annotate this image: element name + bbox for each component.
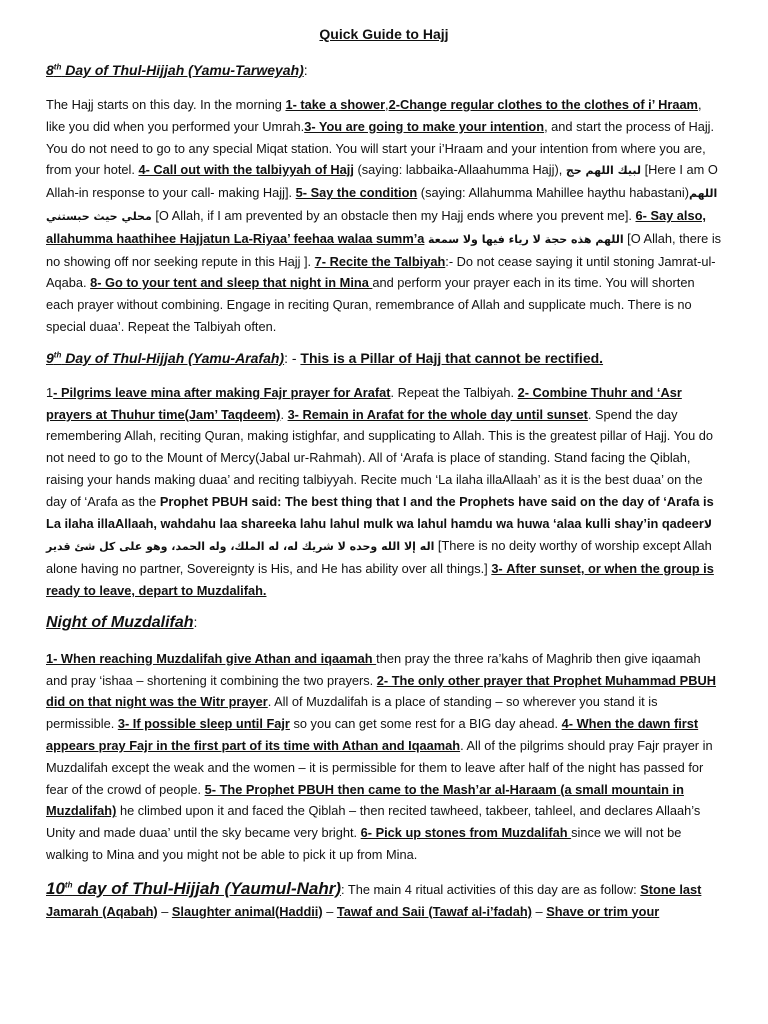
arabic-tahleel: لا اله إلا الله وحده لا شريك له، له الملك، وله الحمد، وهو على كل شئ قدير: [46, 517, 713, 554]
muzdalifah-heading-title: Night of Muzdalifah: [46, 613, 194, 631]
day9-step-2: 2- Combine Thuhr and ‘Asr prayers at Thuhur time(Jam’ Taqdeem): [46, 384, 682, 422]
day8-step-3: 3- You are going to make your intention: [304, 118, 545, 134]
day8-step-8: 8- Go to your tent and sleep that night in Mina: [90, 275, 373, 291]
muzdalifah-step-2: 2- The only other prayer that Prophet Muhammad PBUH did on that night was the Witr prayer: [46, 672, 716, 710]
day8-step-7: 7- Recite the Talbiyah: [314, 253, 446, 269]
muzdalifah-heading: Night of Muzdalifah:: [46, 613, 198, 631]
muzdalifah-step-5: 5- The Prophet PBUH then came to the Mash’ar al-Haraam (a small mountain in Muzdalifah): [46, 781, 684, 819]
muzdalifah-paragraph: 1- When reaching Muzdalifah give Athan and iqaamah then pray the three ra’kahs of Maghrib then give iqaamah and pray ‘ishaa – shortening it combining the two prayers. 2- The only other prayer that Prophet Muhammad PBUH did on that night was the Witr prayer. All of Muzdalifah is a place of standing – so wherever you stand it is permissible. 3- If possible sleep until Fajr so you can get some rest for a BIG day ahead. 4- When the dawn first appears pray Fajr in the first part of its time with Athan and Iqaamah. All of the pilgrims should pray Fajr prayer in Muzdalifah except the weak and the women – it is permissible for them to leave after half of the night has passed for fear of the crowd of people. 5- The Prophet PBUH then came to the Mash’ar al-Haraam (a small mountain in Muzdalifah) he climbed upon it and faced the Qiblah – then recited tawheed, takbeer, tahleel, and declares Allaah’s Unity and made duaa’ until the sky became very bright. 6- Pick up stones from Muzdalifah since we will not be walking to Mina and you might not be able to pick it up from Mina.: [46, 650, 716, 862]
day10-activity-slaughter: Slaughter animal(Haddii): [171, 903, 323, 919]
arabic-condition: اللهم محلي حيث حبستني: [46, 187, 718, 223]
day9-step-3: 3- Remain in Arafat for the whole day until sunset: [287, 406, 588, 422]
day10-activity-shave: Shave or trim your: [546, 903, 660, 919]
arabic-talbiyah: لبيك اللهم حج: [565, 164, 642, 178]
day8-step-6: 6- Say also, allahumma haathihee Hajjatun La-Riyaa’ feehaa walaa summ’a: [46, 207, 706, 246]
day8-step-4: 4- Call out with the talbiyyah of Hajj: [138, 162, 354, 178]
day9-prophet-quote: Prophet PBUH said: The best thing that I and the Prophets have said on the day of ‘Arafa is La ilaha illaAllaah, wahdahu laa shareeka lahu lahul mulk wa lahul hamdu wa huwa ‘alaa kulli shay’in qadeer: [46, 493, 714, 531]
day8-step-5: 5- Say the condition: [295, 185, 418, 201]
day10-paragraph: 10th day of Thul-Hijjah (Yaumul-Nahr): The main 4 ritual activities of this day are as follow: Stone last Jamarah (Aqabah) – Slaughter animal(Haddii) – Tawaf and Saii (Tawaf al-i’fadah) – Shave or trim your: [46, 878, 702, 919]
day9-paragraph: 1- Pilgrims leave mina after making Fajr prayer for Arafat. Repeat the Talbiyah. 2- Combine Thuhr and ‘Asr prayers at Thuhur time(Jam’ Taqdeem). 3- Remain in Arafat for the whole day until sunset. Spend the day remembering Allah, reciting Quran, making istighfar, and supplicating to Allah. This is the greatest pillar of Hajj. You do not need to go to the Mount of Mercy(Jabal ur-Rahmah). All of ‘Arafa is place of standing. Stand facing the Qiblah, raising your hands making duaa’ and reciting talbiyyah. Recite much ‘La ilaha illaAllaah’ as it is the best duaa’ on the day of ‘Arafa as the Prophet PBUH said: The best thing that I and the Prophets have said on the day of ‘Arafa is La ilaha illaAllaah, wahdahu laa shareeka lahu lahul mulk wa lahul hamdu wa huwa ‘alaa kulli shay’in qadeerلا اله إلا الله وحده لا شريك له، له الملك، وله الحمد، وهو على كل شئ قدير [There is no deity worthy of worship except Allah alone having no partner, Sovereignty is His, and He has ability over all things.] 3- After sunset, or when the group is ready to leave, depart to Muzdalifah.: [46, 384, 714, 598]
day10-activity-tawaf: Tawaf and Saii (Tawaf al-i’fadah): [336, 903, 532, 919]
day9-pillar-note: This is a Pillar of Hajj that cannot be rectified.: [300, 349, 604, 366]
document-title: Quick Guide to Hajj: [319, 26, 449, 42]
day8-heading: 8th Day of Thul-Hijjah (Yamu-Tarweyah):: [46, 62, 308, 78]
muzdalifah-step-4: 4- When the dawn first appears pray Fajr in the first part of its time with Athan and Iqaamah: [46, 716, 699, 753]
day9-step-1: - Pilgrims leave mina after making Fajr prayer for Arafat: [53, 384, 391, 400]
muzdalifah-step-1: 1- When reaching Muzdalifah give Athan and iqaamah: [46, 650, 377, 666]
day8-heading-title: 8th Day of Thul-Hijjah (Yamu-Tarweyah): [46, 62, 304, 78]
day10-heading-title: 10th day of Thul-Hijjah (Yaumul-Nahr): [46, 878, 342, 898]
muzdalifah-step-3: 3- If possible sleep until Fajr: [117, 716, 290, 732]
muzdalifah-step-6: 6- Pick up stones from Muzdalifah: [360, 825, 572, 841]
day9-heading: 9th Day of Thul-Hijjah (Yamu-Arafah): - This is a Pillar of Hajj that cannot be rectified.: [46, 349, 604, 366]
day8-step-2: 2-Change regular clothes to the clothes of i’ Hraam: [388, 97, 698, 112]
day10-activity-stone: Stone last Jamarah (Aqabah): [46, 881, 702, 919]
day8-paragraph: The Hajj starts on this day. In the morning 1- take a shower,2-Change regular clothes to the clothes of i’ Hraam, like you did when you performed your Umrah.3- You are going to make your intention, and start the process of Hajj. You do not need to go to any special Miqat station. You will start your i’Hraam and your intention from where you are, from your hotel. 4- Call out with the talbiyyah of Hajj (saying: labbaika-Allaahumma Hajj), لبيك اللهم حج [Here I am O Allah-in response to your call- making Hajj]. 5- Say the condition (saying: Allahumma Mahillee haythu habastani)اللهم محلي حيث حبستني [O Allah, if I am prevented by an obstacle then my Hajj ends where you prevent me]. 6- Say also, allahumma haathihee Hajjatun La-Riyaa’ feehaa walaa summ’a اللهم هذه حجة لا رياء فيها ولا سمعة [O Allah, there is no showing off nor seeking repute in this Hajj ]. 7- Recite the Talbiyah:- Do not cease saying it until stoning Jamrat-ul-Aqaba. 8- Go to your tent and sleep that night in Mina and perform your prayer each in its time. You will shorten each prayer without combining. Engage in reciting Quran, remembrance of Allah and supplicate much. There is no special duaa’. Repeat the Talbiyah often.: [46, 97, 722, 334]
day8-step-1: 1- take a shower: [285, 97, 386, 112]
day9-heading-title: 9th Day of Thul-Hijjah (Yamu-Arafah): [46, 349, 285, 366]
day9-step-depart: 3- After sunset, or when the group is ready to leave, depart to Muzdalifah.: [46, 561, 714, 598]
arabic-no-showing-off: اللهم هذه حجة لا رياء فيها ولا سمعة: [427, 232, 624, 246]
